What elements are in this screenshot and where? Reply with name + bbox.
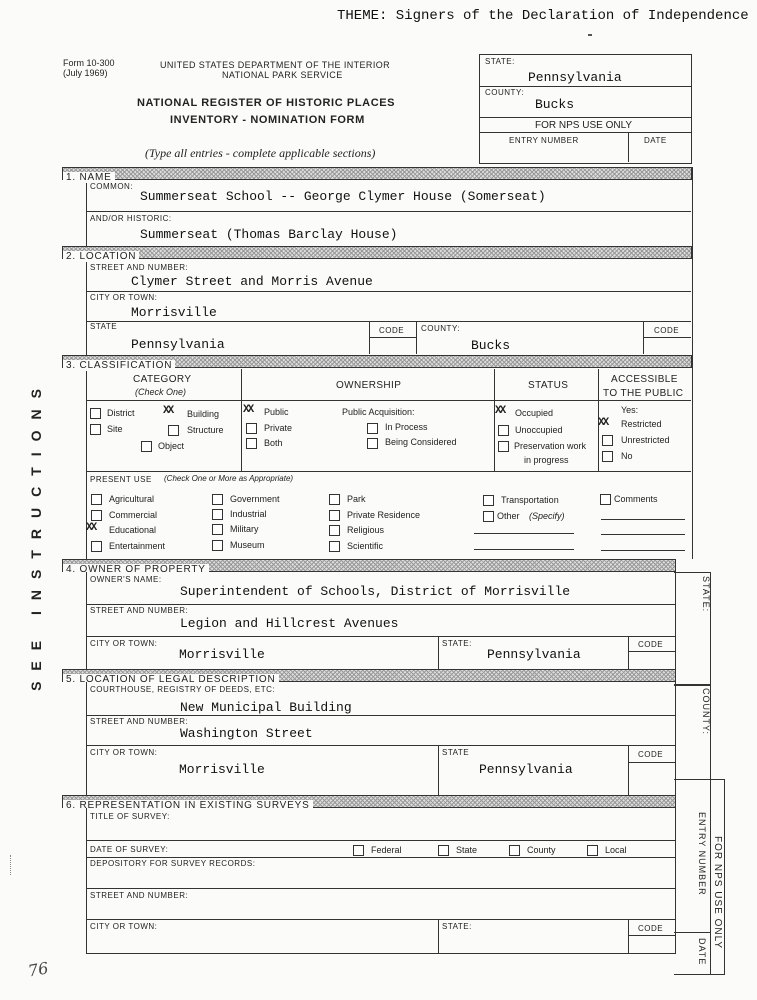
section-surveys-header: 6. REPRESENTATION IN EXISTING SURVEYS [62, 795, 676, 808]
margin-dots [10, 855, 23, 875]
checkbox-scientific[interactable] [329, 541, 340, 552]
legal-box [86, 682, 676, 795]
survey-local: Local [605, 845, 627, 855]
checkbox-in-process[interactable] [367, 423, 378, 434]
survey-federal: Federal [371, 845, 402, 855]
checkbox-government[interactable] [212, 494, 223, 505]
present-use-hint: (Check One or More as Appropriate) [164, 474, 294, 483]
loc-county-value: Bucks [471, 338, 511, 353]
historic-name-value: Summerseat (Thomas Barclay House) [140, 227, 398, 242]
section-legal-header: 5. LOCATION OF LEGAL DESCRIPTION [62, 669, 676, 682]
service-name: NATIONAL PARK SERVICE [222, 70, 343, 80]
use-other: Other [497, 511, 520, 521]
stray-mark [588, 34, 592, 36]
use-religious: Religious [347, 525, 385, 535]
checkbox-agricultural[interactable] [91, 494, 102, 505]
option-public: Public [264, 407, 289, 417]
use-park: Park [347, 494, 366, 504]
see-instructions: SEE INSTRUCTIONS [28, 378, 44, 691]
option-preservation: Preservation work [514, 441, 587, 451]
public-acquisition-label: Public Acquisition: [342, 407, 415, 417]
owner-city-label: CITY OR TOWN: [90, 639, 158, 648]
historic-label: AND/OR HISTORIC: [90, 214, 172, 223]
checkbox-private-residence[interactable] [329, 510, 340, 521]
state-box-state-label: STATE: [485, 57, 515, 66]
checkbox-commercial[interactable] [91, 510, 102, 521]
use-military: Military [230, 524, 259, 534]
checkbox-local[interactable] [587, 845, 598, 856]
legal-state-value: Pennsylvania [479, 762, 573, 777]
legal-street-value: Washington Street [180, 726, 313, 741]
state-box-county-label: COUNTY: [485, 88, 525, 97]
form-subtitle: INVENTORY - NOMINATION FORM [170, 114, 365, 126]
mark-occupied: XX [495, 405, 505, 417]
section-owner-header: 4. OWNER OF PROPERTY [62, 559, 676, 572]
owner-state-label: STATE: [442, 639, 472, 648]
legal-city-label: CITY OR TOWN: [90, 748, 158, 757]
loc-street-value: Clymer Street and Morris Avenue [131, 274, 373, 289]
survey-city-label: CITY OR TOWN: [90, 922, 158, 931]
checkbox-private[interactable] [246, 423, 257, 434]
side-date-label: DATE [697, 938, 707, 966]
option-in-process: In Process [385, 422, 428, 432]
section-classification-header: 3. CLASSIFICATION [62, 355, 692, 368]
option-building: Building [187, 409, 220, 419]
checkbox-site[interactable] [90, 424, 101, 435]
owner-street-label: STREET AND NUMBER: [90, 606, 189, 615]
comments-line-1 [601, 519, 685, 520]
owner-code-label: CODE [638, 640, 664, 649]
checkbox-district[interactable] [90, 408, 101, 419]
survey-county: County [527, 845, 556, 855]
checkbox-entertainment[interactable] [91, 541, 102, 552]
checkbox-object[interactable] [141, 441, 152, 452]
survey-code-label: CODE [638, 924, 664, 933]
survey-title-label: TITLE OF SURVEY: [90, 812, 170, 821]
checkbox-museum[interactable] [212, 540, 223, 551]
loc-city-label: CITY OR TOWN: [90, 293, 158, 302]
use-transportation: Transportation [501, 495, 559, 505]
option-restricted: Restricted [621, 419, 662, 429]
checkbox-county[interactable] [509, 845, 520, 856]
depository-label: DEPOSITORY FOR SURVEY RECORDS: [90, 859, 256, 868]
loc-code-label-2: CODE [654, 326, 680, 335]
loc-street-label: STREET AND NUMBER: [90, 263, 189, 272]
use-museum: Museum [230, 540, 265, 550]
loc-code-label: CODE [379, 326, 405, 335]
owner-value: Superintendent of Schools, District of Morrisville [180, 584, 571, 599]
status-heading: STATUS [528, 380, 569, 391]
checkbox-transportation[interactable] [483, 495, 494, 506]
legal-code-label: CODE [638, 750, 664, 759]
yes-label: Yes: [621, 405, 639, 415]
side-nps-label: FOR NPS USE ONLY [712, 836, 723, 950]
option-unrestricted: Unrestricted [621, 435, 670, 445]
form-number: Form 10-300 [63, 58, 115, 68]
category-heading: CATEGORY [133, 374, 192, 385]
use-entertainment: Entertainment [109, 541, 166, 551]
entry-number-label: ENTRY NUMBER [509, 136, 579, 145]
legal-state-label: STATE [442, 748, 470, 757]
mark-educational: XX [86, 522, 96, 534]
side-county-label: COUNTY: [701, 688, 711, 736]
option-structure: Structure [187, 425, 224, 435]
checkbox-no[interactable] [602, 451, 613, 462]
checkbox-park[interactable] [329, 494, 340, 505]
option-both: Both [264, 438, 283, 448]
use-agricultural: Agricultural [109, 494, 155, 504]
checkbox-industrial[interactable] [212, 509, 223, 520]
mark-building: XX [163, 405, 173, 417]
checkbox-unrestricted[interactable] [602, 435, 613, 446]
checkbox-unoccupied[interactable] [498, 425, 509, 436]
mark-public: XX [243, 404, 253, 416]
use-specify: (Specify) [529, 511, 565, 521]
use-private-residence: Private Residence [347, 510, 421, 520]
option-object: Object [158, 441, 185, 451]
theme-line: THEME: Signers of the Declaration of Independence [337, 8, 749, 24]
other-line-1 [474, 533, 574, 534]
option-occupied: Occupied [515, 408, 554, 418]
date-label: DATE [644, 136, 667, 145]
use-commercial: Commercial [109, 510, 158, 520]
comments-line-3 [601, 550, 685, 551]
present-use-label: PRESENT USE [90, 475, 152, 484]
option-unoccupied: Unoccupied [515, 425, 563, 435]
legal-street-label: STREET AND NUMBER: [90, 717, 189, 726]
other-line-2 [474, 549, 574, 550]
loc-city-value: Morrisville [131, 305, 217, 320]
check-one-hint: (Check One) [135, 387, 187, 397]
state-box-state-value: Pennsylvania [528, 70, 622, 85]
section-location-header: 2. LOCATION [62, 246, 692, 259]
owner-street-value: Legion and Hillcrest Avenues [180, 616, 399, 631]
ownership-heading: OWNERSHIP [336, 380, 402, 391]
state-box-county-value: Bucks [535, 97, 575, 112]
mark-restricted: XX [598, 417, 608, 429]
common-label: COMMON: [90, 182, 134, 191]
checkbox-state[interactable] [438, 845, 449, 856]
department-name: UNITED STATES DEPARTMENT OF THE INTERIOR [160, 60, 391, 70]
option-being-considered: Being Considered [385, 437, 457, 447]
handwritten-number: 76 [26, 958, 50, 981]
courthouse-label: COURTHOUSE, REGISTRY OF DEEDS, ETC: [90, 685, 276, 694]
accessible-heading-1: ACCESSIBLE [611, 374, 678, 385]
comments-line-2 [601, 534, 685, 535]
accessible-heading-2: TO THE PUBLIC [603, 388, 684, 399]
nps-use-label: FOR NPS USE ONLY [535, 120, 633, 131]
option-in-progress: in progress [524, 455, 569, 465]
checkbox-federal[interactable] [353, 845, 364, 856]
option-site: Site [107, 424, 123, 434]
option-district: District [107, 408, 135, 418]
surveys-box [86, 808, 676, 954]
loc-state-label: STATE [90, 322, 118, 331]
checkbox-both[interactable] [246, 438, 257, 449]
section-name-header: 1. NAME [62, 167, 692, 180]
survey-street-label: STREET AND NUMBER: [90, 891, 189, 900]
survey-state-label: STATE: [442, 922, 472, 931]
common-name-value: Summerseat School -- George Clymer House (Somerseat) [140, 189, 546, 204]
owner-label: OWNER'S NAME: [90, 575, 162, 584]
side-entry-number: ENTRY NUMBER [697, 812, 707, 896]
survey-state: State [456, 845, 478, 855]
option-private: Private [264, 423, 293, 433]
checkbox-military[interactable] [212, 524, 223, 535]
type-instructions: (Type all entries - complete applicable sections) [145, 146, 376, 160]
checkbox-structure[interactable] [168, 425, 179, 436]
use-government: Government [230, 494, 280, 504]
courthouse-value: New Municipal Building [180, 700, 352, 715]
side-state-label: STATE: [701, 576, 711, 613]
owner-state-value: Pennsylvania [487, 647, 581, 662]
use-scientific: Scientific [347, 541, 384, 551]
survey-date-label: DATE OF SURVEY: [90, 845, 169, 854]
option-no: No [621, 451, 633, 461]
checkbox-comments[interactable] [600, 494, 611, 505]
use-educational: Educational [109, 525, 157, 535]
loc-state-value: Pennsylvania [131, 337, 225, 352]
legal-city-value: Morrisville [179, 762, 265, 777]
loc-county-label: COUNTY: [421, 324, 461, 333]
checkbox-religious[interactable] [329, 525, 340, 536]
form-date: (July 1969) [63, 68, 108, 78]
checkbox-preservation[interactable] [498, 441, 509, 452]
checkbox-other[interactable] [483, 511, 494, 522]
use-industrial: Industrial [230, 509, 267, 519]
use-comments: Comments [614, 494, 658, 504]
owner-city-value: Morrisville [179, 647, 265, 662]
form-title: NATIONAL REGISTER OF HISTORIC PLACES [137, 97, 396, 109]
checkbox-being-considered[interactable] [367, 438, 378, 449]
